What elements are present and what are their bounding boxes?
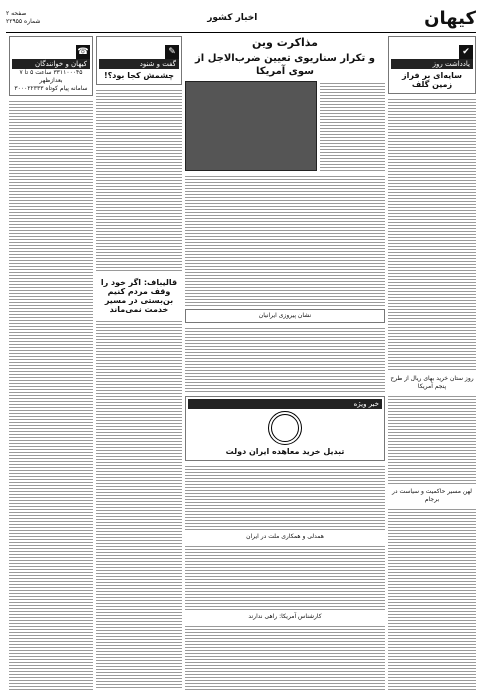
special-news-header: خبر ویژه: [188, 399, 382, 409]
readers-column: [9, 36, 93, 690]
phone-icon: ☎: [77, 47, 89, 57]
readers-body: [9, 99, 93, 690]
pull-quote-2: لهن مسیر حاکمیت و سیاست در برجام: [391, 488, 472, 503]
story-text-left: [320, 81, 385, 171]
main-headline-2: و تکرار سناریوی تعیین ضرب‌الاجل از سوی آمریکا: [195, 53, 375, 77]
issue-info: [6, 10, 40, 26]
speech-icon: ✎: [165, 45, 179, 59]
main-headline-1: مذاکرت وین: [252, 36, 318, 49]
page-number: صفحه ۲: [6, 10, 27, 17]
spiral-logo: [268, 411, 302, 445]
section-title: اخبار کشور: [207, 13, 258, 23]
story-body-5: [185, 624, 385, 690]
issue-number: شماره ۲۲۹۵۵: [6, 18, 41, 25]
story-photo: [185, 81, 317, 171]
editorial-body: [388, 97, 476, 372]
check-icon: ✔: [459, 45, 473, 59]
photo-caption: نشان پیروزی ایرانیان: [185, 309, 385, 323]
editorial-body-3: [388, 507, 476, 690]
story-body-4: [185, 544, 385, 610]
editorial-title: سایه‌ای بر فراز زمین گلف: [402, 71, 462, 89]
readers-box: [9, 36, 93, 96]
special-news-box: [185, 396, 385, 461]
editorial-column: [388, 36, 476, 690]
dialogue-header: گفت و شنود: [99, 59, 179, 69]
dialogue-body: [96, 88, 182, 273]
pull-quote-1: روز ستان خرید بهای ریال از طرح پنجم آمریکا: [390, 374, 474, 390]
dialogue-box: [96, 36, 182, 85]
sub-headline: همدلی و همکاری ملت در ایران: [246, 532, 324, 540]
main-story-column: [185, 36, 385, 690]
story-photo-row: [185, 81, 385, 171]
columns: [6, 36, 476, 690]
special-news-title: تبدیل خرید معاهده ایران دولت: [225, 446, 345, 456]
sub-headline-2: کارشناس آمریکا: راهی ندارند: [248, 612, 322, 620]
readers-header: کیهان و خوانندگان: [12, 59, 90, 69]
editorial-body-2: [388, 394, 476, 486]
readers-sms: سامانه پیام کوتاه ۳۰۰۰۲۲۳۳۳: [14, 85, 88, 92]
newspaper-logo: کیهان: [424, 7, 476, 29]
qalibaf-body: [96, 319, 182, 690]
story-body-2: [185, 326, 385, 392]
dialogue-column: [96, 36, 182, 690]
story-body-3: [185, 464, 385, 530]
editorial-box: [388, 36, 476, 94]
masthead: [6, 4, 476, 33]
readers-phone: ۳۳۱۱۰۰۰۴۵ ساعت ۵ تا ۷ بعدازظهر: [19, 69, 83, 84]
qalibaf-headline: قالیباف: اگر خود را وقف مردم کنیم بن‌بستی در مسیر خدمت نمی‌ماند: [100, 278, 178, 315]
editorial-header: یادداشت روز: [391, 59, 473, 69]
story-body: [185, 174, 385, 306]
dialogue-title: چشمش کجا بود؟!: [104, 71, 174, 80]
